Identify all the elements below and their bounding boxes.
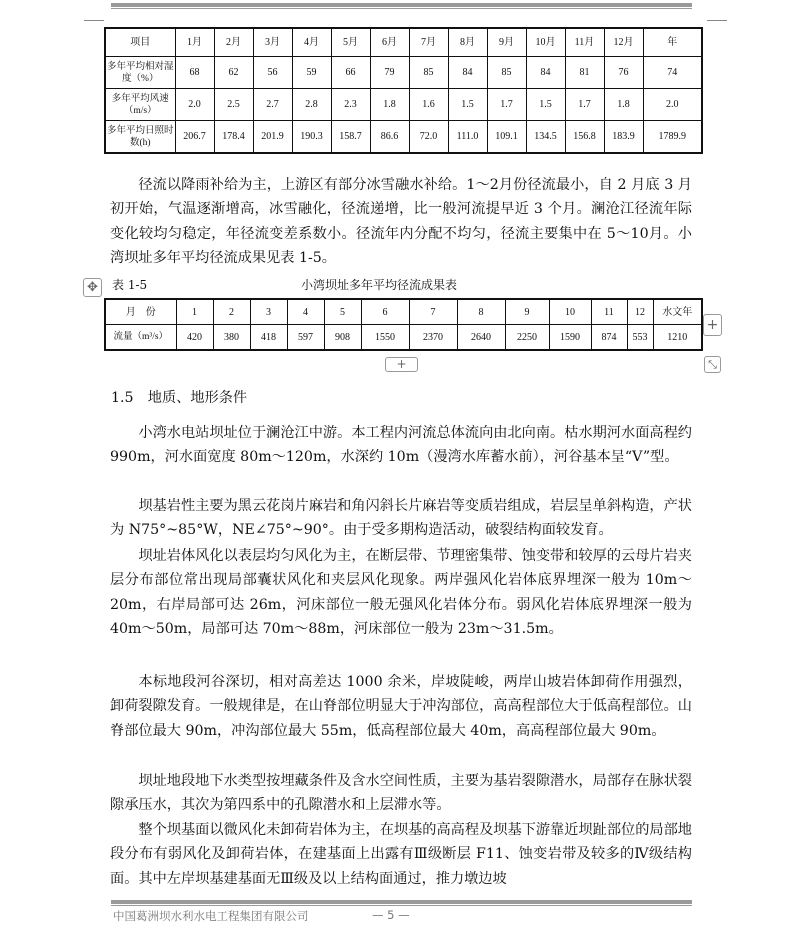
table-header-row — [105, 28, 702, 57]
body-paragraph: 坝址地段地下水类型按埋藏条件及含水空间性质，主要为基岩裂隙潜水，局部存在脉状裂隙承压水，其次为第四系中的孔隙潜水和上层滞水等。 — [110, 773, 692, 814]
table-cell: 190.3 — [292, 121, 331, 154]
table-header-row — [105, 299, 702, 325]
table-cell: 1550 — [361, 325, 409, 351]
runoff-table — [104, 298, 703, 351]
table-cell: 2250 — [505, 325, 549, 351]
body-paragraph: 坝址岩体风化以表层均匀风化为主，在断层带、节理密集带、蚀变带和较厚的云母片岩夹层分布部位常出现局部囊状风化和夹层风化现象。两岸强风化岩体底界埋深一般为 10m～20m，右岸局部可达 26m，河床部位一般无强风化岩体分布。弱风化岩体底界埋深一般为 40m～50m，局部可达 70m～88m，河床部位一般为 23m～31.5m。 — [110, 548, 692, 637]
table-cell: 2.0 — [175, 89, 214, 121]
table-cell: 12月 — [604, 28, 643, 57]
table-cell: 2.3 — [331, 89, 370, 121]
table-cell: 56 — [253, 57, 292, 89]
footer-rule-thin — [111, 905, 692, 906]
table-cell: 597 — [287, 325, 324, 351]
table-cell: 4月 — [292, 28, 331, 57]
table-cell: 72.0 — [409, 121, 448, 154]
table-cell: 380 — [213, 325, 250, 351]
add-column-button[interactable]: + — [703, 314, 722, 336]
body-paragraph: 坝基岩性主要为黑云花岗片麻岩和角闪斜长片麻岩等变质岩组成，岩层呈单斜构造，产状为 N75°~85°W，NE∠75°~90°。由于受多期构造活动，破裂结构面较发育。 — [110, 498, 692, 539]
table-cell: 3 — [250, 299, 287, 325]
table-cell: 420 — [176, 325, 213, 351]
table-cell: 76 — [604, 57, 643, 89]
table-cell: 1.8 — [604, 89, 643, 121]
table-cell: 8月 — [448, 28, 487, 57]
table-cell: 134.5 — [526, 121, 565, 154]
table-cell: 月 份 — [105, 299, 176, 325]
table-cell: 2 — [213, 299, 250, 325]
table-cell: 109.1 — [487, 121, 526, 154]
table-cell: 4 — [287, 299, 324, 325]
crop-mark — [707, 20, 727, 21]
table-cell: 7月 — [409, 28, 448, 57]
table-move-handle-icon[interactable]: ✥ — [83, 278, 102, 297]
row-label: 流量（m³/s） — [105, 325, 176, 351]
table-cell: 项目 — [105, 28, 175, 57]
table-cell: 1 — [176, 299, 213, 325]
table-cell: 85 — [487, 57, 526, 89]
table-cell: 206.7 — [175, 121, 214, 154]
crop-mark — [84, 20, 104, 21]
table-row — [105, 121, 702, 154]
table-cell: 3月 — [253, 28, 292, 57]
body-paragraph: 整个坝基面以微风化未卸荷岩体为主，在坝基的高高程及坝基下游靠近坝趾部位的局部地段分布有弱风化及卸荷岩体，在建基面上出露有Ⅲ级断层 F11、蚀变岩带及较多的Ⅳ级结构面。其中左岸坝基建基面无Ⅲ级及以上结构面通过，推力墩边坡 — [110, 822, 692, 887]
table-cell: 12 — [627, 299, 653, 325]
table-cell: 111.0 — [448, 121, 487, 154]
row-label: 多年平均日照时数(h) — [105, 121, 175, 154]
table-cell: 85 — [409, 57, 448, 89]
table-cell: 9 — [505, 299, 549, 325]
table-cell: 年 — [643, 28, 702, 57]
table-cell: 183.9 — [604, 121, 643, 154]
table-resize-handle-icon[interactable]: ⤡ — [704, 356, 721, 373]
table-cell: 84 — [526, 57, 565, 89]
table-cell: 158.7 — [331, 121, 370, 154]
table-cell: 10 — [549, 299, 591, 325]
table-cell: 11月 — [565, 28, 604, 57]
table-cell: 66 — [331, 57, 370, 89]
table-cell: 1.5 — [448, 89, 487, 121]
table-cell: 5月 — [331, 28, 370, 57]
body-paragraph: 本标地段河谷深切，相对高差达 1000 余米，岸坡陡峻，两岸山坡岩体卸荷作用强烈，卸荷裂隙发育。一般规律是，在山脊部位明显大于冲沟部位，高高程部位大于低高程部位。山脊部位最大 90m，冲沟部位最大 55m，低高程部位最大 40m，高高程部位最大 90m。 — [110, 674, 692, 739]
row-label: 多年平均风速（m/s） — [105, 89, 175, 121]
table-cell: 2.0 — [643, 89, 702, 121]
table-row — [105, 325, 702, 351]
table-cell: 62 — [214, 57, 253, 89]
table-cell: 2.8 — [292, 89, 331, 121]
table-cell: 418 — [250, 325, 287, 351]
table-cell: 8 — [457, 299, 505, 325]
table-caption-number: 表 1-5 — [112, 278, 148, 292]
table-cell: 74 — [643, 57, 702, 89]
add-row-button[interactable]: + — [385, 357, 418, 372]
table-cell: 553 — [627, 325, 653, 351]
header-rule — [111, 3, 692, 7]
table-cell: 59 — [292, 57, 331, 89]
table-cell: 1789.9 — [643, 121, 702, 154]
table-cell: 水文年 — [653, 299, 702, 325]
table-cell: 68 — [175, 57, 214, 89]
table-cell: 874 — [591, 325, 627, 351]
table-row — [105, 89, 702, 121]
table-cell: 81 — [565, 57, 604, 89]
table-cell: 1.7 — [565, 89, 604, 121]
table-cell: 10月 — [526, 28, 565, 57]
table-cell: 6月 — [370, 28, 409, 57]
table-cell: 2.7 — [253, 89, 292, 121]
page-number: — 5 — — [372, 908, 410, 922]
table-cell: 2月 — [214, 28, 253, 57]
row-label: 多年平均相对湿度（%） — [105, 57, 175, 89]
table-cell: 908 — [324, 325, 361, 351]
table-cell: 7 — [409, 299, 457, 325]
table-caption-title: 小湾坝址多年平均径流成果表 — [301, 278, 458, 292]
table-cell: 1月 — [175, 28, 214, 57]
header-rule-thin — [111, 8, 692, 9]
footer-rule — [111, 900, 692, 904]
table-cell: 5 — [324, 299, 361, 325]
body-paragraph: 小湾水电站坝址位于澜沧江中游。本工程内河流总体流向由北向南。枯水期河水面高程约 990m，河水面宽度 80m～120m，水深约 10m（漫湾水库蓄水前），河谷基本呈“V”型。 — [110, 425, 692, 466]
table-cell: 1.6 — [409, 89, 448, 121]
table-cell: 6 — [361, 299, 409, 325]
climate-table — [104, 27, 703, 154]
table-cell: 84 — [448, 57, 487, 89]
body-paragraph: 径流以降雨补给为主，上游区有部分冰雪融水补给。1～2月份径流最小，自 2 月底 3 月初开始，气温逐渐增高，冰雪融化，径流递增，比一般河流提早近 3 个月。澜沧江径流年际变化较均匀稳定，年径流变差系数小。径流年内分配不均匀，径流主要集中在 5～10月。小湾坝址多年平均径流成果见表 1-5。 — [110, 177, 692, 266]
table-cell: 9月 — [487, 28, 526, 57]
table-cell: 11 — [591, 299, 627, 325]
table-cell: 1590 — [549, 325, 591, 351]
table-cell: 2640 — [457, 325, 505, 351]
table-cell: 2370 — [409, 325, 457, 351]
table-cell: 79 — [370, 57, 409, 89]
table-row — [105, 57, 702, 89]
table-cell: 86.6 — [370, 121, 409, 154]
table-cell: 2.5 — [214, 89, 253, 121]
table-cell: 1210 — [653, 325, 702, 351]
table-cell: 1.5 — [526, 89, 565, 121]
section-heading: 1.5 地质、地形条件 — [111, 390, 248, 406]
table-cell: 1.7 — [487, 89, 526, 121]
table-cell: 178.4 — [214, 121, 253, 154]
table-cell: 201.9 — [253, 121, 292, 154]
table-cell: 1.8 — [370, 89, 409, 121]
table-cell: 156.8 — [565, 121, 604, 154]
footer-company: 中国葛洲坝水利水电工程集团有限公司 — [113, 909, 309, 923]
